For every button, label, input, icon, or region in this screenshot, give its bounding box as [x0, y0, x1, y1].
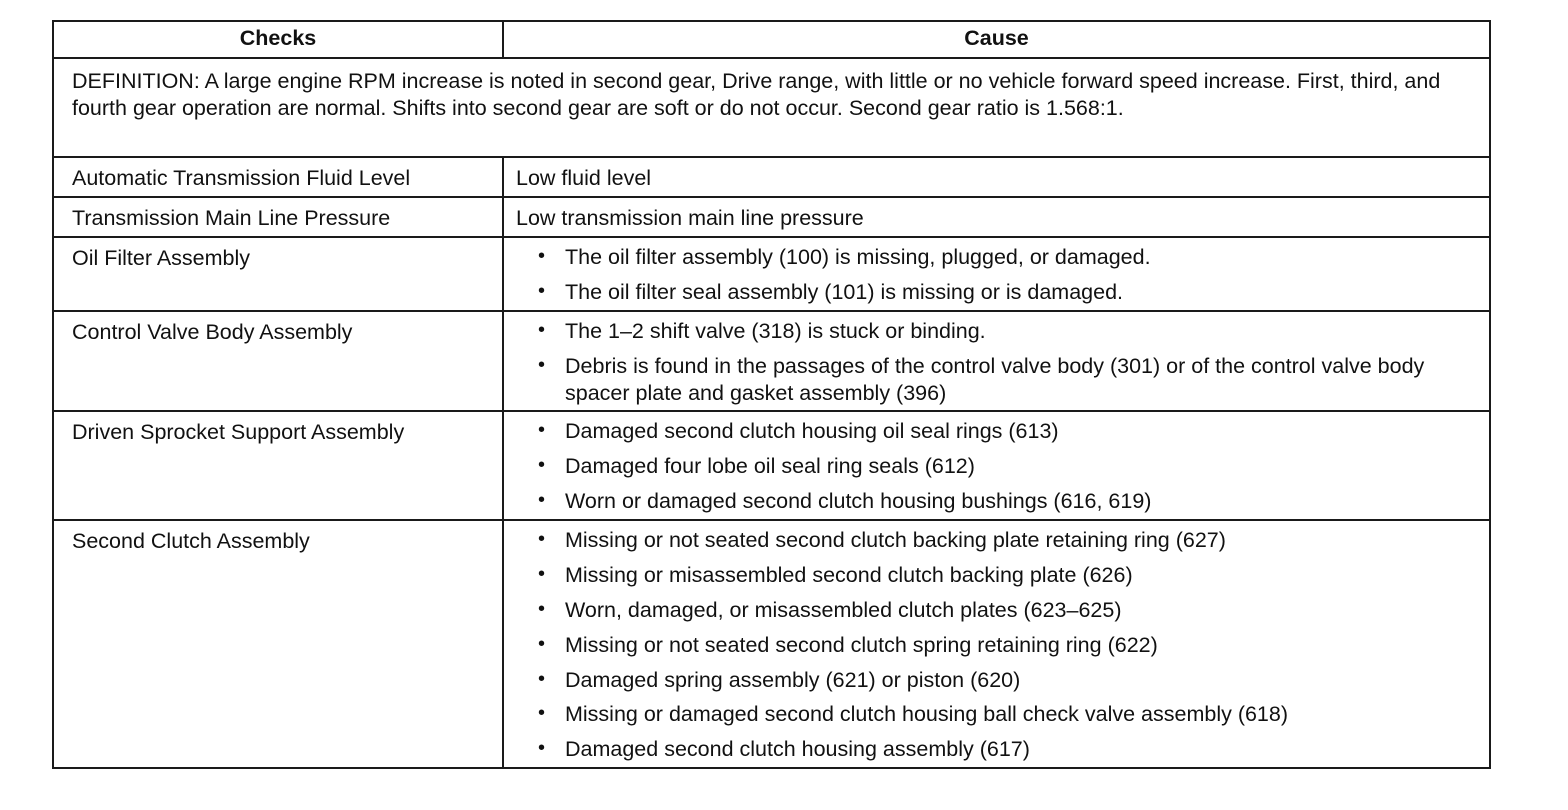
cause-list-cell: [503, 237, 1490, 311]
cause-item: • Worn, damaged, or misassembled clutch plates (623–625): [536, 597, 1475, 624]
cause-item: • The 1–2 shift valve (318) is stuck or binding.: [536, 318, 1475, 345]
cause-item: • The oil filter assembly (100) is missing, plugged, or damaged.: [536, 244, 1475, 271]
check-cell: Second Clutch Assembly: [53, 520, 503, 768]
cause-item: • Missing or misassembled second clutch backing plate (626): [536, 562, 1475, 589]
cause-cell: Low transmission main line pressure: [503, 197, 1490, 237]
cause-list: [536, 527, 1475, 763]
definition-row: [53, 58, 1490, 157]
definition-text: DEFINITION: A large engine RPM increase is noted in second gear, Drive range, with little or no vehicle forward speed increase. First, third, and fourth gear operation are normal. Shifts into second gear are soft or do not occur. Second gear ratio is 1.568:1.: [53, 58, 1490, 157]
cause-item: • Damaged second clutch housing assembly (617): [536, 736, 1475, 763]
cause-item: • Missing or damaged second clutch housing ball check valve assembly (618): [536, 701, 1475, 728]
table-row: [53, 237, 1490, 311]
cause-item: • Missing or not seated second clutch backing plate retaining ring (627): [536, 527, 1475, 554]
table-row: [53, 311, 1490, 412]
cause-item: • Missing or not seated second clutch spring retaining ring (622): [536, 632, 1475, 659]
cause-list: [536, 244, 1475, 306]
cause-item: • Damaged four lobe oil seal ring seals (612): [536, 453, 1475, 480]
table-header-row: [53, 21, 1490, 58]
cause-list-cell: [503, 411, 1490, 520]
table-row: [53, 197, 1490, 237]
cause-list: [536, 318, 1475, 407]
table-row: [53, 411, 1490, 520]
diagnostic-table: [52, 20, 1491, 769]
cause-list: [536, 418, 1475, 515]
cause-item: • Debris is found in the passages of the control valve body (301) or of the control valve body spacer plate and gasket assembly (396): [536, 353, 1475, 407]
table-row: [53, 520, 1490, 768]
cause-cell: Low fluid level: [503, 157, 1490, 197]
cause-list-cell: [503, 311, 1490, 412]
cause-item: • Damaged second clutch housing oil seal rings (613): [536, 418, 1475, 445]
check-cell: Transmission Main Line Pressure: [53, 197, 503, 237]
check-cell: Driven Sprocket Support Assembly: [53, 411, 503, 520]
check-cell: Automatic Transmission Fluid Level: [53, 157, 503, 197]
check-cell: Oil Filter Assembly: [53, 237, 503, 311]
cause-item: • Worn or damaged second clutch housing bushings (616, 619): [536, 488, 1475, 515]
check-cell: Control Valve Body Assembly: [53, 311, 503, 412]
cause-item: • Damaged spring assembly (621) or piston (620): [536, 667, 1475, 694]
checks-column-header: Checks: [53, 21, 503, 58]
cause-item: • The oil filter seal assembly (101) is missing or is damaged.: [536, 279, 1475, 306]
cause-list-cell: [503, 520, 1490, 768]
cause-column-header: Cause: [503, 21, 1490, 58]
table-row: [53, 157, 1490, 197]
